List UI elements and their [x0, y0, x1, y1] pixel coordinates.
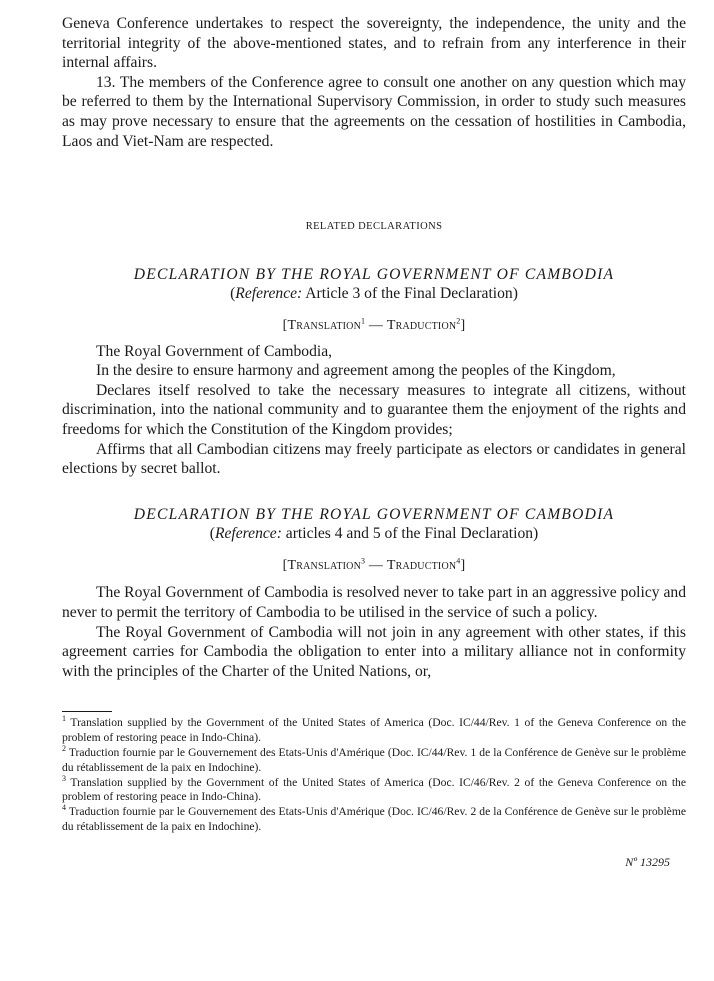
declaration-2: [62, 505, 686, 682]
footnote-text: Translation supplied by the Government of the United States of America (Doc. IC/46/Rev. 2 of the Geneva Conference on the problem of restoring peace in Indo-China).: [62, 775, 686, 804]
translation-label: Translation: [287, 317, 362, 333]
document-number: Nº 13295: [625, 854, 670, 869]
footnote-1: [62, 716, 686, 746]
footnote-ref-3: 3: [361, 556, 366, 566]
footnote-number: 3: [62, 773, 66, 783]
declaration-2-title: DECLARATION BY THE ROYAL GOVERNMENT OF CAMBODIA: [133, 505, 615, 523]
declaration-1-title: DECLARATION BY THE ROYAL GOVERNMENT OF CAMBODIA: [133, 265, 615, 283]
reference-text: Article 3 of the Final Declaration): [302, 285, 518, 303]
paragraph-continued: Geneva Conference undertakes to respect the sovereignty, the independence, the unity and the territorial integrity of the above-mentioned states, and to refrain from any interference in their internal affairs.: [62, 15, 686, 72]
footnote-text: Traduction fournie par le Gouvernement des Etats-Unis d'Amérique (Doc. IC/44/Rev. 1 de la Conférence de Genève sur le problème du rétablissement de la paix en Indochine).: [62, 746, 686, 774]
declaration-1-para-1: The Royal Government of Cambodia,: [96, 342, 333, 360]
footnote-ref-2: 2: [456, 316, 461, 326]
declaration-1-translation-note: [Translation$^1$ — Traduction$^2$]: [282, 316, 466, 333]
traduction-label: Traduction: [386, 557, 457, 573]
footnote-text: Translation supplied by the Government of the United States of America (Doc. IC/44/Rev. 1 of the Geneva Conference on the problem of restoring peace in Indo-China).: [62, 716, 686, 745]
translation-label: Translation: [287, 557, 362, 573]
footnote-4: [62, 805, 686, 835]
declaration-2-translation-note: [Translation$^3$ — Traduction$^4$]: [282, 556, 466, 573]
paragraph-13: 13. The members of the Conference agree to consult one another on any question which may be referred to them by the International Supervisory Commission, in order to study such measures as may prove necessary to ensure that the agreements on the cessation of hostilities in Cambodia, Laos and Viet-Nam are respected.: [62, 73, 686, 150]
reference-text: articles 4 and 5 of the Final Declaration): [281, 525, 539, 543]
reference-label: Reference:: [214, 525, 282, 543]
traduction-label: Traduction: [386, 317, 457, 333]
translation-separator: —: [365, 557, 387, 573]
footnote-divider: [62, 711, 112, 712]
declaration-2-reference: (Reference: articles 4 and 5 of the Final Declaration): [209, 525, 539, 543]
declaration-1-para-3: Declares itself resolved to take the necessary measures to integrate all citizens, without discrimination, into the national community and to guarantee them the enjoyment of the rights and freedoms for which the Constitution of the Kingdom provides;: [62, 381, 686, 438]
footnote-ref-4: 4: [456, 556, 461, 566]
footnote-number: 4: [62, 803, 66, 813]
document-page: [62, 14, 686, 872]
declaration-1-para-4: Affirms that all Cambodian citizens may freely participate as electors or candidates in general elections by secret ballot.: [62, 440, 686, 478]
footnote-text: Traduction fournie par le Gouvernement des Etats-Unis d'Amérique (Doc. IC/46/Rev. 2 de la Conférence de Genève sur le problème du rétablissement de la paix en Indochine).: [62, 805, 686, 834]
declaration-1-reference: (Reference: Article 3 of the Final Declaration): [230, 285, 518, 303]
declaration-1-para-2: In the desire to ensure harmony and agreement among the peoples of the Kingdom,: [96, 362, 616, 380]
declaration-1: [62, 265, 686, 479]
footnote-ref-1: 1: [361, 316, 366, 326]
declaration-2-para-1: The Royal Government of Cambodia is resolved never to take part in an aggressive policy and never to permit the territory of Cambodia to be utilised in the service of such a policy.: [62, 584, 686, 622]
footnote-number: 1: [62, 714, 66, 724]
footnote-number: 2: [62, 744, 66, 754]
declaration-2-para-2: The Royal Government of Cambodia will not join in any agreement with other states, if this agreement carries for Cambodia the obligation to enter into a military alliance not in conformity with the principles of the Charter of the United Nations, or,: [62, 623, 686, 680]
reference-label: Reference:: [235, 285, 303, 303]
footnotes: [62, 716, 686, 834]
footnote-3: [62, 773, 686, 806]
translation-separator: —: [365, 317, 387, 333]
related-declarations-heading: RELATED DECLARATIONS: [305, 221, 443, 233]
footnote-2: [62, 746, 686, 776]
